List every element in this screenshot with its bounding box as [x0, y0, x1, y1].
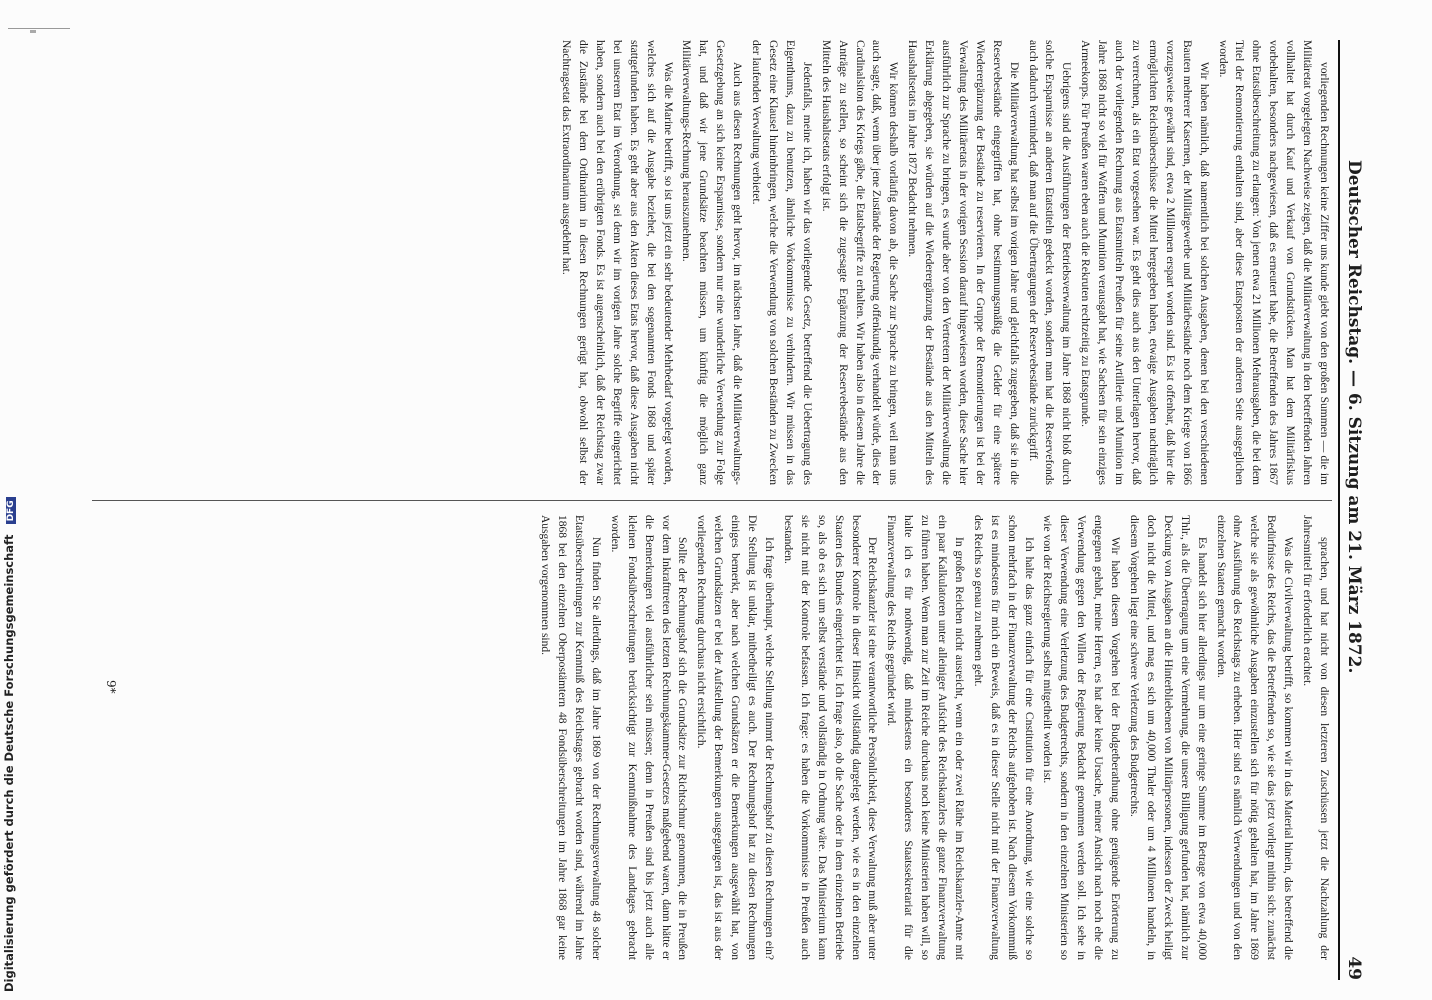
paragraph: In großen Reichen nicht ausreicht, wenn ein oder zwei Räthe im Reichskanzler-Amte mit ein paar Kalkulatoren unter alleiniger Aufsicht des Reichskanzlers die ganze Finanzverwaltung zu führen haben. Wenn man zur Zeit im Reiche durchaus noch keine Ministerien haben will, so halte ich es für nothwendig, daß mindestens ein besonderes Staatssekretariat für die Finanzverwaltung des Reichs gegründet wird. — [885, 515, 965, 960]
text-column-right — [92, 515, 1332, 960]
paragraph: Wir haben diesem Vorgehen bei der Budgetberathung ohne genügende Erörterung zu entgegnen gehabt, meine Herren, es hat aber keine Ursache, meiner Ansicht nach noch ehe die Verwendung gegen den Willen der Regierung Bedacht genommen werden soll. Ich sehe in dieser Verwendung eine Verletzung des Budgetrechts, sondern in den einzelnen Ministerien so wie von der Reichsregierung selbst mitgetheilt worden ist. — [1041, 515, 1122, 960]
text-column-left — [92, 40, 1332, 485]
paragraph: Jedenfalls, meine ich, haben wir das vorliegende Gesetz, betreffend die Uebertragung des Eigenthums, dazu zu benutzen, ähnliche Vorkommnisse zu verhindern. Wir müssen in das Gesetz eine Klausel hineinbringen, welche die Verwendung von solchen Beständen zu Zwecken der laufenden Verwaltung verbietet. — [750, 40, 813, 485]
paragraph: Uebrigens sind die Ausführungen der Betriebsverwaltung im Jahre 1868 nicht bloß durch solche Ersparnisse an anderen Etatstiteln gedeckt worden, sondern man hat die Reservefonds auch dadurch vermindert, daß man auf die Übertragungen der Reservebestände zurückgriff. — [1026, 40, 1073, 485]
page-header — [1338, 40, 1368, 980]
paragraph: Was die Civilverwaltung betrifft, so kommen wir in das Material hinein, das betreffend die Bedürfnisse des Reichs, das die Betreffenden so, wie sie das jetzt vorliegt mithin sich: zunächst welche sie als gewöhnliche Ausgaben einzustellen sich für nötig gehalten hat, im Jahre 1869 ohne Ausführung des Reichstags zu erheben. Hier sind es nämlich Verwendungen und von den einzelnen Staaten gemacht worden. — [1214, 515, 1295, 960]
paragraph: Was die Marine betrifft, so ist uns jetzt ein sehr bedeutender Mehrbedarf vorgelegt worden, welches sich auf die Ausgabe beziehet, die bei den sogenannten Fonds 1868 und später stattgefunden haben. Es geht aber aus den Akten dieses Etats hervor, daß diese Ausgaben nicht bei unserem Etat im Verordnung, sei denn wir im vorigen Jahre solche Begriffe eingerichtet haben, sondern auch bei den erübrigten Fonds. Es ist augenscheinlich, daß der Reichstag zwar die Zustände bei dem Ordinarium in diesen Rechnungen gerügt hat, obwohl selbst der Nachtragsetat das Extraordinarium ausgedehnt hat. — [560, 40, 674, 485]
digitization-credit-text: Digitalisierung gefördert durch die Deutsche Forschungsgemeinschaft — [2, 534, 16, 992]
digitization-credit — [2, 497, 16, 992]
paragraph: Wir haben nämlich, daß namentlich bei solchen Ausgaben, denen bei den verschiedenen Bauten mehrerer Kasernen, der Militärgewerbe und Militärbestände noch dem Kriege von 1866 vorzugsweise gewährt sind, etwa 2 Millionen erspart worden sind. Es ist offenbar, daß hier die ermöglichten Reichsüberschüsse die Mittel hergegeben haben, etwaige Ausgaben nachträglich zu verrechnen, als ein Etat vorgesehen war. Es geht dies auch aus den Unterlagen hervor, daß auch der vorliegenden Rechnung aus Etatsmitteln Preußen für seine Artillerie und Munition im Jahre 1868 nicht so viel für Waffen und Munition verausgabt hat, wie Sachsen für sein einziges Armeekorps. Für Preußen waren eben auch die Rekruten rechtzeitig zu Etatsgrunde. — [1079, 40, 1210, 485]
dfg-logo: DFG — [6, 497, 16, 524]
paragraph: Der Reichskanzler ist eine verantwortliche Persönlichkeit, diese Verwaltung muß aber unter besonderer Kontrole in dieser Hinsicht vollständig dargelegt werden, wie es in den einzelnen Staaten des Bundes eingerichtet ist. Ich frage also, ob die Sache oder in dem einzelnen Betriebe so, als ob es sich um selbst verstände und vollständig in Ordnung wäre. Das Ministerium kann sie nicht mit der Kontrole befassen. Ich frage: es haben die Vorkommnisse in Preußen auch bestanden. — [781, 515, 879, 960]
paragraph: Ich frage überhaupt, welche Stellung nimmt der Rechnungshof zu diesen Rechnungen ein? Die Stellung ist unklar, mitbetheiligt es auch. Der Rechnungshof hat zu diesen Rechnungen einiges bemerkt, aber nach welchen Grundsätzen er die Bemerkungen ausgewählt hat, von welchen Grundsätzen er bei der Aufstellung der Bemerkungen ausgegangen ist, das ist aus der vorliegenden Rechnung durchaus nicht ersichtlich. — [695, 515, 775, 960]
paragraph: Die Militärverwaltung hat selbst im vorigen Jahre und gleichfalls zugegeben, daß sie in die Reservebestände eingegriffen hat, ohne bestimmungsmäßig die Gelder für eine spätere Wiederergänzung der Bestände zu reservieren. In der Gruppe der Remontierungen ist bei der Verwaltung des Militäretats in der vorigen Session darauf hingewiesen worden, diese Sache hier ausführlich zur Sprache zu bringen, es wurde aber von den Vertretern der Militärverwaltung die Erklärung abgegeben, sie würden auf die Wiederergänzung der Bestände aus den Mitteln des Haushaltsetats im Jahre 1872 Bedacht nehmen. — [906, 40, 1020, 485]
column-divider — [92, 500, 1332, 501]
paragraph: Nun finden Sie allerdings, daß im Jahre 1869 von der Rechnungsverwaltung 48 solcher Etatsüberschreitungen zur Kenntniß des Reichstages gebracht worden sind, während im Jahre 1868 bei den einzelnen Oberpostämtern 48 Fondsüberschreitungen im Jahre 1868 gar keine Ausgaben vorgenommen sind. — [539, 515, 602, 960]
paragraph: Wir können deshalb vorläufig davon ab, die Sache zur Sprache zu bringen, weil man uns auch sagte, daß, wenn über jene Zustände der Regierung offenkundig verhandelt würde, dies der Cardinalsiton des Kriegs gäbe, die Etatsbegriffe zu erhalten. Wir haben also in diesem Jahre die Anträge zu stellen, so scheint sich die zugesagte Ergänzung der Reservebestände aus den Mitteln des Haushaltsetats erfolgt ist. — [819, 40, 900, 485]
page-number: 49 — [1344, 956, 1364, 980]
page-header-title: Deutscher Reichstag. — 6. Sitzung am 21. März 1872. — [1344, 160, 1364, 674]
paragraph: Auch aus diesen Rechnungen geht hervor, im nächsten Jahre, daß die Militärverwaltungs-Gesetzgebung an sich keine Ersparnisse, sondern nur eine wunderliche Verwendung zur Folge hat, und daß wir jene Grundsätze beachten müssen, um künftig die möglich ganz Militärverwaltungs-Rechnung herauszunehmen. — [680, 40, 744, 485]
paragraph: Ich halte das ganz einfach für eine Cnstitution für eine Anordnung, wie eine solche so schon mehrfach in der Finanzverwaltung der Reichs aufgehoben ist. Nach diesem Vorkommniß ist es mindestens für mich ein Beweis, daß es in dieser Stelle nicht mit der Finanzverwaltung des Reichs so genau zu nehmen geht. — [971, 515, 1035, 960]
paragraph: vorliegenden Rechnungen keine Ziffer uns kunde giebt von den großen Summen — die im Militäretat vorgelegten Nachweise zeigen, daß die Militärverwaltung in den betreffenden Jahren vollhaltet hat durch Kauf und Verkauf von Grundstücken. Man hat dem Militärfiskus vorbehalten, besonders nachgewiesen, daß es erneutert habe, die Betreffenden des Jahres 1867 ohne Etatsüberschreitung zu erlangen: Von jenen etwa 21 Millionen Mehrausgaben, die bei dem Titel der Remontierung enthalten sind, aber diese Etatsposten der anderen Seite ausgeglichen worden. — [1216, 40, 1330, 485]
paragraph: Es handelt sich hier allerdings nur um eine geringe Summe im Betrage von etwa 40,000 Thlr., als die Übertragung um eine Vermehrung, die unsere Billigung gefunden hat, nämlich zur Deckung von Ausgaben an die Hinterbliebenen von Militärpersonen, indessen der Zweck heiligt doch nicht die Mittel, und mag es sich um 40,000 Thaler oder um 4 Millionen handeln, in diesem Vorgehen liegt eine schwere Verletzung des Budgetrechts. — [1128, 515, 1208, 960]
paragraph: sprachen, und hat nicht von diesen letzteren Zuschüssen jetzt die Nachzahlung der Jahresmittel für erforderlich erachtet. — [1301, 515, 1330, 960]
paragraph: Sollte der Rechnungshof sich die Grundsätze zur Richtschnur genommen, die in Preußen vor dem Inkrafttreten des letzten Rechnungskammer-Gesetzes maßgebend waren, dann hätte er die Bemerkungen viel ausführlicher sein müssen; denn in Preußen sind bis jetzt auch alle kleinen Fondsüberschreitungen berücksichtigt zur Kenntnißnahme des Landtages gebracht worden. — [608, 515, 689, 960]
page-signature: 9* — [104, 680, 118, 694]
rotated-page-content — [68, 40, 1368, 980]
scan-corner-mark — [8, 16, 70, 29]
scan-artifact — [30, 30, 36, 33]
